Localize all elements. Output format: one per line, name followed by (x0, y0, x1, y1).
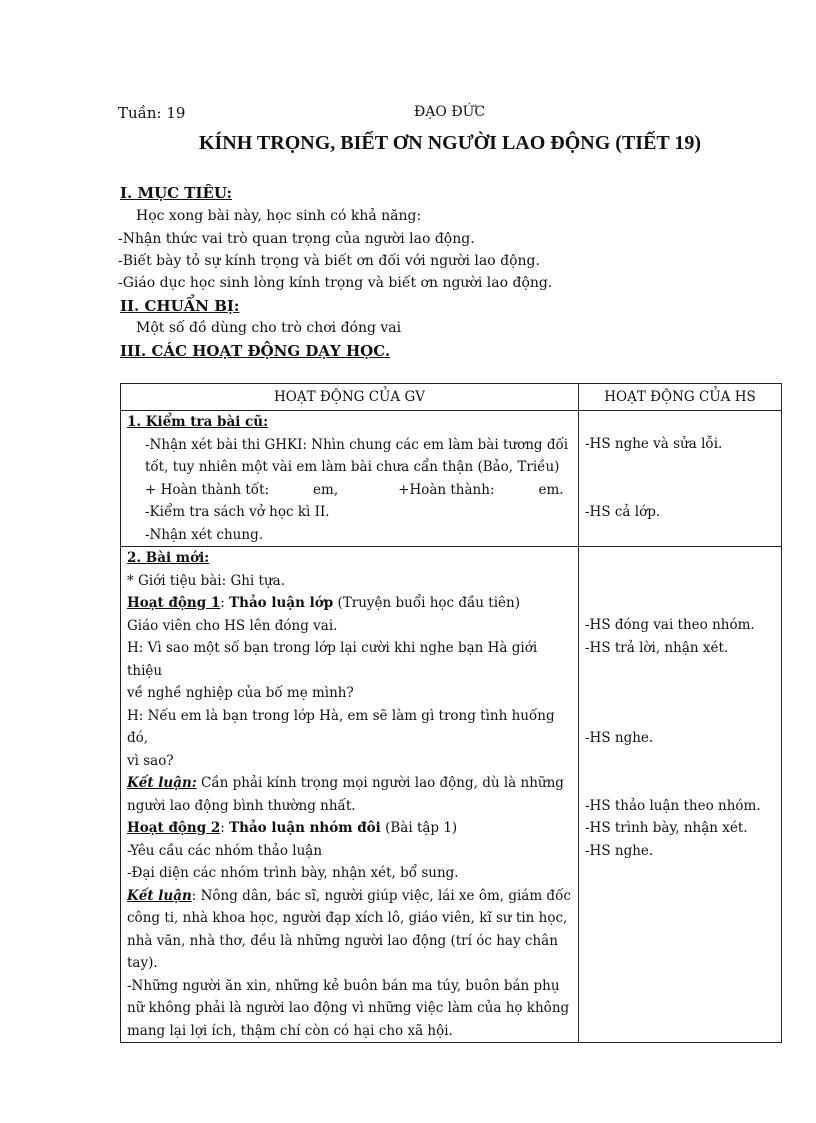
activity-title: Thảo luận lớp (229, 595, 334, 611)
text-line: nhà văn, nhà thơ, đều là những người lao động (trí óc hay chân (127, 932, 558, 949)
text-fragment: em. (538, 481, 564, 498)
activity-1-heading: Hoạt động 1: Thảo luận lớp (Truyện buổi học đầu tiên) (127, 595, 520, 611)
text-line: vì sao? (127, 752, 174, 769)
activities-heading: III. CÁC HOẠT ĐỘNG DẠY HỌC. (120, 342, 391, 360)
text-line: -HS nghe và sửa lỗi. (585, 436, 723, 452)
text-line: -HS nghe. (585, 842, 654, 859)
conclusion-label: Kết luận (127, 887, 192, 904)
activity-label: Hoạt động 2 (127, 820, 221, 836)
gv-cell (121, 411, 579, 547)
text-line: -Kiểm tra sách vở học kì II. (145, 504, 330, 520)
table-row (121, 411, 782, 547)
text-line: -HS cả lớp. (585, 503, 661, 520)
text-line: -Những người ăn xin, những kẻ buôn bán ma túy, buôn bán phụ (127, 977, 560, 994)
objective-item: -Nhận thức vai trò quan trọng của người lao động. (118, 231, 475, 247)
hs-cell (579, 411, 782, 547)
text-line: -Nhận xét chung. (145, 526, 263, 543)
preparation-text: Một số đồ dùng cho trò chơi đóng vai (136, 320, 402, 336)
objectives-heading: I. MỤC TIÊU: (120, 184, 233, 202)
subject-label: ĐẠO ĐỨC (414, 104, 486, 120)
week-label: Tuần: 19 (118, 104, 186, 122)
text-line: -HS thảo luận theo nhóm. (585, 797, 761, 814)
text-line: về nghề nghiệp của bố mẹ mình? (127, 685, 354, 701)
text-fragment: + Hoàn thành tốt: (145, 481, 270, 498)
objectives-intro: Học xong bài này, học sinh có khả năng: (136, 208, 422, 224)
text-line: mang lại lợi ích, thậm chí còn có hại cho xã hội. (127, 1022, 453, 1039)
objective-item: -Biết bày tỏ sự kính trọng và biết ơn đối với người lao động. (118, 253, 540, 269)
table-row (121, 547, 782, 1043)
text-fragment: +Hoàn thành: (398, 481, 495, 498)
text-fragment: em, (313, 481, 339, 498)
text-line: -Nhận xét bài thi GHKI: Nhìn chung các em làm bài tương đối (145, 436, 569, 453)
objective-item: -Giáo dục học sinh lòng kính trọng và biết ơn người lao động. (118, 275, 553, 291)
table-header-row (121, 384, 782, 411)
hs-cell (579, 547, 782, 1043)
activity-title: Thảo luận nhóm đôi (229, 820, 381, 836)
text-line: -Yêu cầu các nhóm thảo luận (127, 842, 323, 859)
conclusion-label: Kết luận: (127, 775, 197, 791)
lesson-title: KÍNH TRỌNG, BIẾT ƠN NGƯỜI LAO ĐỘNG (TIẾT 19) (198, 132, 702, 154)
text-line: * Giới tiệu bài: Ghi tựa. (127, 572, 285, 589)
text-line: nữ không phải là người lao động vì những việc làm của họ không (127, 1000, 570, 1016)
text-line: công ti, nhà khoa học, người đạp xích lô, giáo viên, kĩ sư tin học, (127, 910, 568, 926)
activity-2-heading: Hoạt động 2: Thảo luận nhóm đôi (Bài tập 1) (127, 820, 458, 836)
text-line: tay). (127, 955, 158, 971)
text-line: H: Nếu em là bạn trong lớp Hà, em sẽ làm gì trong tình huống đó, (127, 707, 555, 746)
activity-note: (Bài tập 1) (385, 820, 458, 836)
text-line: -HS trình bày, nhận xét. (585, 820, 748, 836)
text-line: -HS trả lời, nhận xét. (585, 639, 729, 656)
text-line (127, 479, 572, 502)
text-line: người lao động bình thường nhất. (127, 797, 356, 814)
preparation-heading: II. CHUẨN BỊ: (120, 297, 240, 315)
text-fragment: Cần phải kính trọng mọi người lao động, dù là những (201, 775, 564, 791)
activity-label: Hoạt động 1 (127, 595, 221, 611)
conclusion-2: Kết luận: Nông dân, bác sĩ, người giúp việc, lái xe ôm, giám đốc (127, 887, 571, 904)
section-heading: 2. Bài mới: (127, 550, 210, 566)
text-line: -HS nghe. (585, 730, 654, 746)
gv-cell (121, 547, 579, 1043)
activities-table (120, 383, 782, 1043)
column-header-hs: HOẠT ĐỘNG CỦA HS (579, 384, 782, 411)
text-line: H: Vì sao một số bạn trong lớp lại cười khi nghe bạn Hà giới thiệu (127, 640, 538, 679)
column-header-gv: HOẠT ĐỘNG CỦA GV (121, 384, 579, 411)
text-fragment: Nông dân, bác sĩ, người giúp việc, lái xe ôm, giám đốc (200, 887, 571, 904)
text-line: -Đại diện các nhóm trình bày, nhận xét, bổ sung. (127, 865, 459, 881)
text-line: -HS đóng vai theo nhóm. (585, 617, 755, 633)
text-line: Giáo viên cho HS lên đóng vai. (127, 617, 338, 634)
activity-note: (Truyện buổi học đầu tiên) (337, 595, 520, 611)
text-line: tốt, tuy nhiên một vài em làm bài chưa cẩn thận (Bảo, Triều) (145, 459, 560, 475)
conclusion-1 (127, 772, 572, 795)
section-heading: 1. Kiểm tra bài cũ: (127, 414, 269, 430)
